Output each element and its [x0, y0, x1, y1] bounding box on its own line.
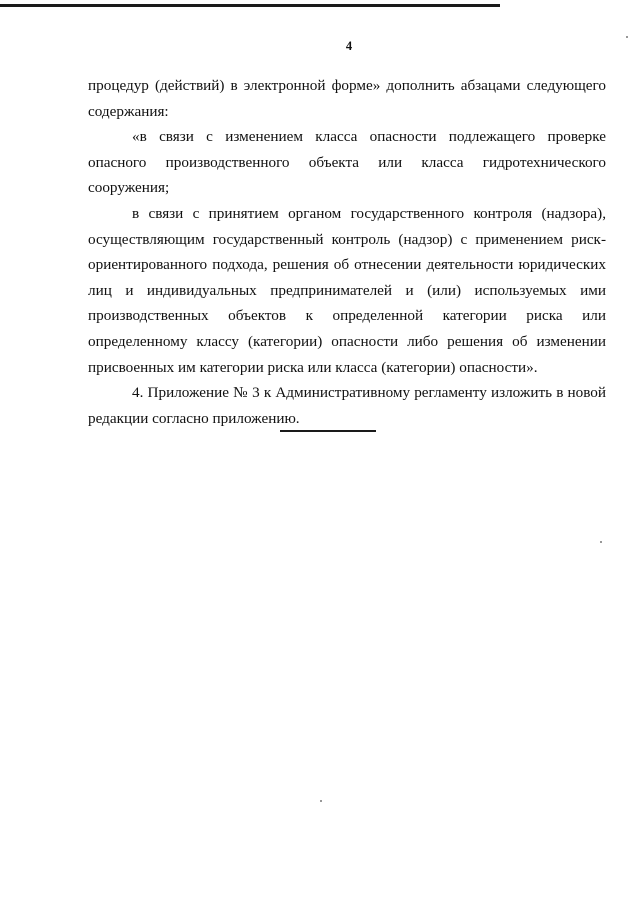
header-rule — [0, 4, 500, 7]
scan-speck — [626, 36, 628, 38]
paragraph-continuation: процедур (действий) в электронной форме» дополнить абзацами следующего содержания: — [88, 77, 606, 120]
document-body — [88, 73, 606, 431]
scan-speck — [320, 800, 322, 802]
paragraph-quote-1: «в связи с изменением класса опасности подлежащего проверке опасного производственного объекта или класса гидротехнического сооружения; — [88, 128, 606, 197]
page-number: 4 — [345, 39, 353, 53]
paragraph-quote-2: в связи с принятием органом государственного контроля (надзора), осуществляющим государственный контроль (надзор) с применением риск-ориентированного подхода, решения об отнесении деятельности юридических лиц и индивидуальных предпринимателей и (или) используемых ими производственных объектов к определенной категории риска или определенному классу (категории) опасности либо решения об изменении присвоенных им категории риска или класса (категории) опасности». — [88, 204, 606, 376]
scan-speck — [600, 541, 602, 543]
end-of-text-rule — [280, 430, 376, 432]
paragraph-item-4: 4. Приложение № 3 к Административному регламенту изложить в новой редакции согласно приложению. — [88, 384, 606, 427]
